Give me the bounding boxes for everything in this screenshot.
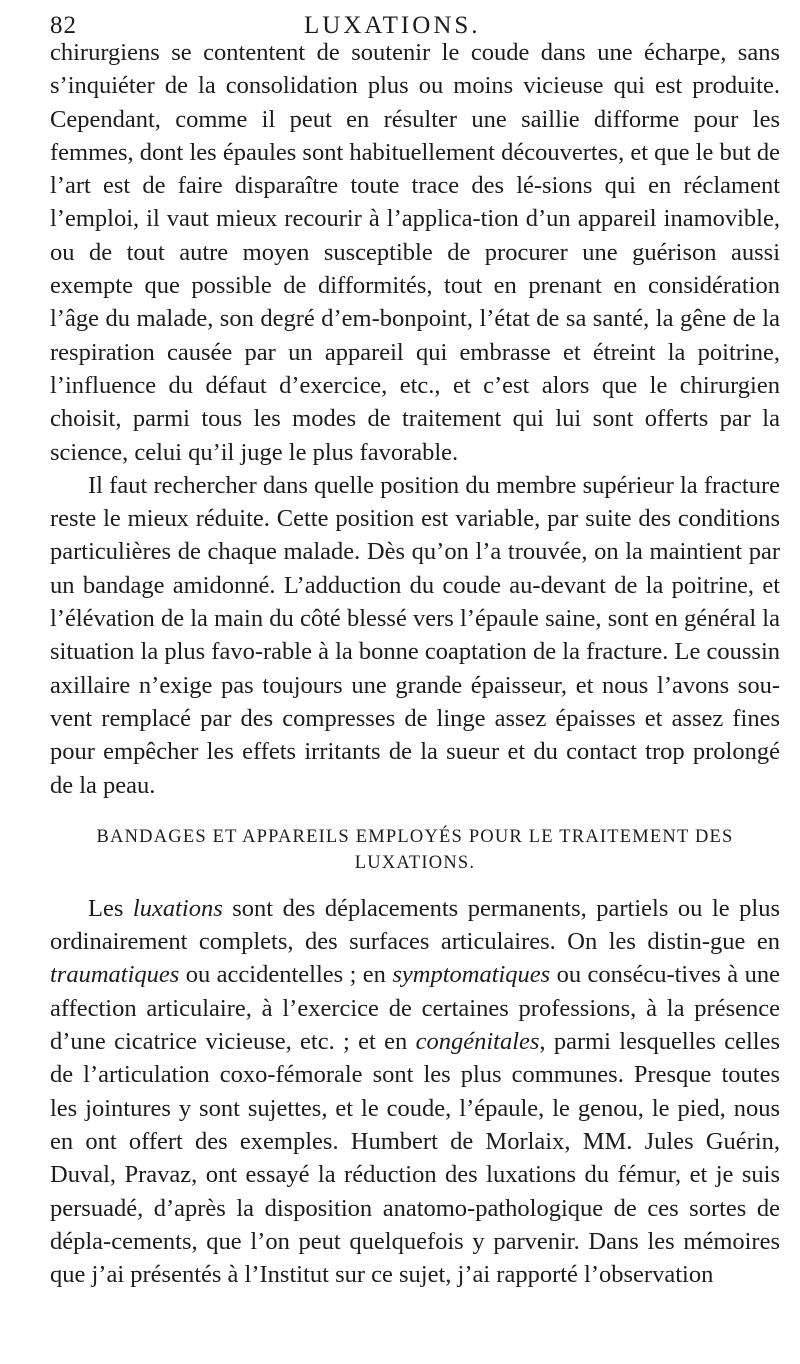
running-title: LUXATIONS. [304, 12, 481, 39]
body-paragraph: Il faut rechercher dans quelle position du membre supérieur la fracture reste le mieux réduite. Cette position est variable, par suite des conditions particulières de chaque malade. Dès qu’on l’a trouvée, on la maintient par un bandage amidonné. L’adduction du coude au-devant de la poitrine, et l’élévation de la main du côté blessé vers l’épaule saine, sont en général la situation la plus favo-rable à la bonne coaptation de la fracture. Le coussin axillaire n’exige pas toujours une grande épaisseur, et nous l’avons sou-vent remplacé par des compresses de linge assez épaisses et assez fines pour empêcher les effets irritants de la sueur et du contact trop prolongé de la peau. [50, 471, 780, 799]
body-paragraph [50, 892, 780, 1292]
book-page [0, 12, 800, 1364]
text-run: ou accidentelles ; en [179, 961, 393, 989]
text-run: Les [88, 894, 133, 922]
section-heading [50, 824, 780, 876]
text-run: sont des déplacements permanents, partiels ou le plus ordinairement complets, des surfaces articulaires. On les distin-gue en [50, 894, 780, 956]
italic-term: luxations [132, 894, 223, 922]
italic-term: traumatiques [50, 961, 180, 989]
section-heading-line: BANDAGES ET APPAREILS EMPLOYÉS POUR LE TRAITEMENT DES [96, 826, 734, 847]
italic-term: symptomatiques [392, 961, 551, 989]
page-number: 82 [50, 12, 77, 39]
text-run: , parmi lesquelles celles de l’articulation coxo-fémorale sont les plus communes. Presque toutes les jointures y sont sujettes, et le coude, l’épaule, le genou, le pied, nous en ont offert des exemples. Humbert de Morlaix, MM. Jules Guérin, Duval, Pravaz, ont essayé la réduction des luxations du fémur, et je suis persuadé, d’après la disposition anatomo-pathologique de ces sortes de dépla-cements, que l’on peut quelquefois y parvenir. Dans les mémoires que j’ai présentés à l’Institut sur ce sujet, j’ai rapporté l’observation [50, 1028, 780, 1289]
text-run: ou consécu-tives à une affection articulaire, à l’exercice de certaines professions, à la présence d’une cicatrice vicieuse, etc. ; et en [50, 961, 780, 1056]
italic-term: congénitales [415, 1028, 540, 1056]
body-paragraph: chirurgiens se contentent de soutenir le coude dans une écharpe, sans s’inquiéter de la consolidation plus ou moins vicieuse qui est produite. Cependant, comme il peut en résulter une saillie difforme pour les femmes, dont les épaules sont habituellement découvertes, et que le but de l’art est de faire disparaître toute trace des lé-sions qui en réclament l’emploi, il vaut mieux recourir à l’applica-tion d’un appareil inamovible, ou de tout autre moyen susceptible de procurer une guérison aussi exempte que possible de difformités, tout en prenant en considération l’âge du malade, son degré d’em-bonpoint, l’état de sa santé, la gêne de la respiration causée par un appareil qui embrasse et étreint la poitrine, l’influence du défaut d’exercice, etc., et c’est alors que le chirurgien choisit, parmi tous les modes de traitement qui lui sont offerts par la science, celui qu’il juge le plus favorable. [50, 39, 781, 466]
section-heading-line: LUXATIONS. [354, 852, 476, 873]
